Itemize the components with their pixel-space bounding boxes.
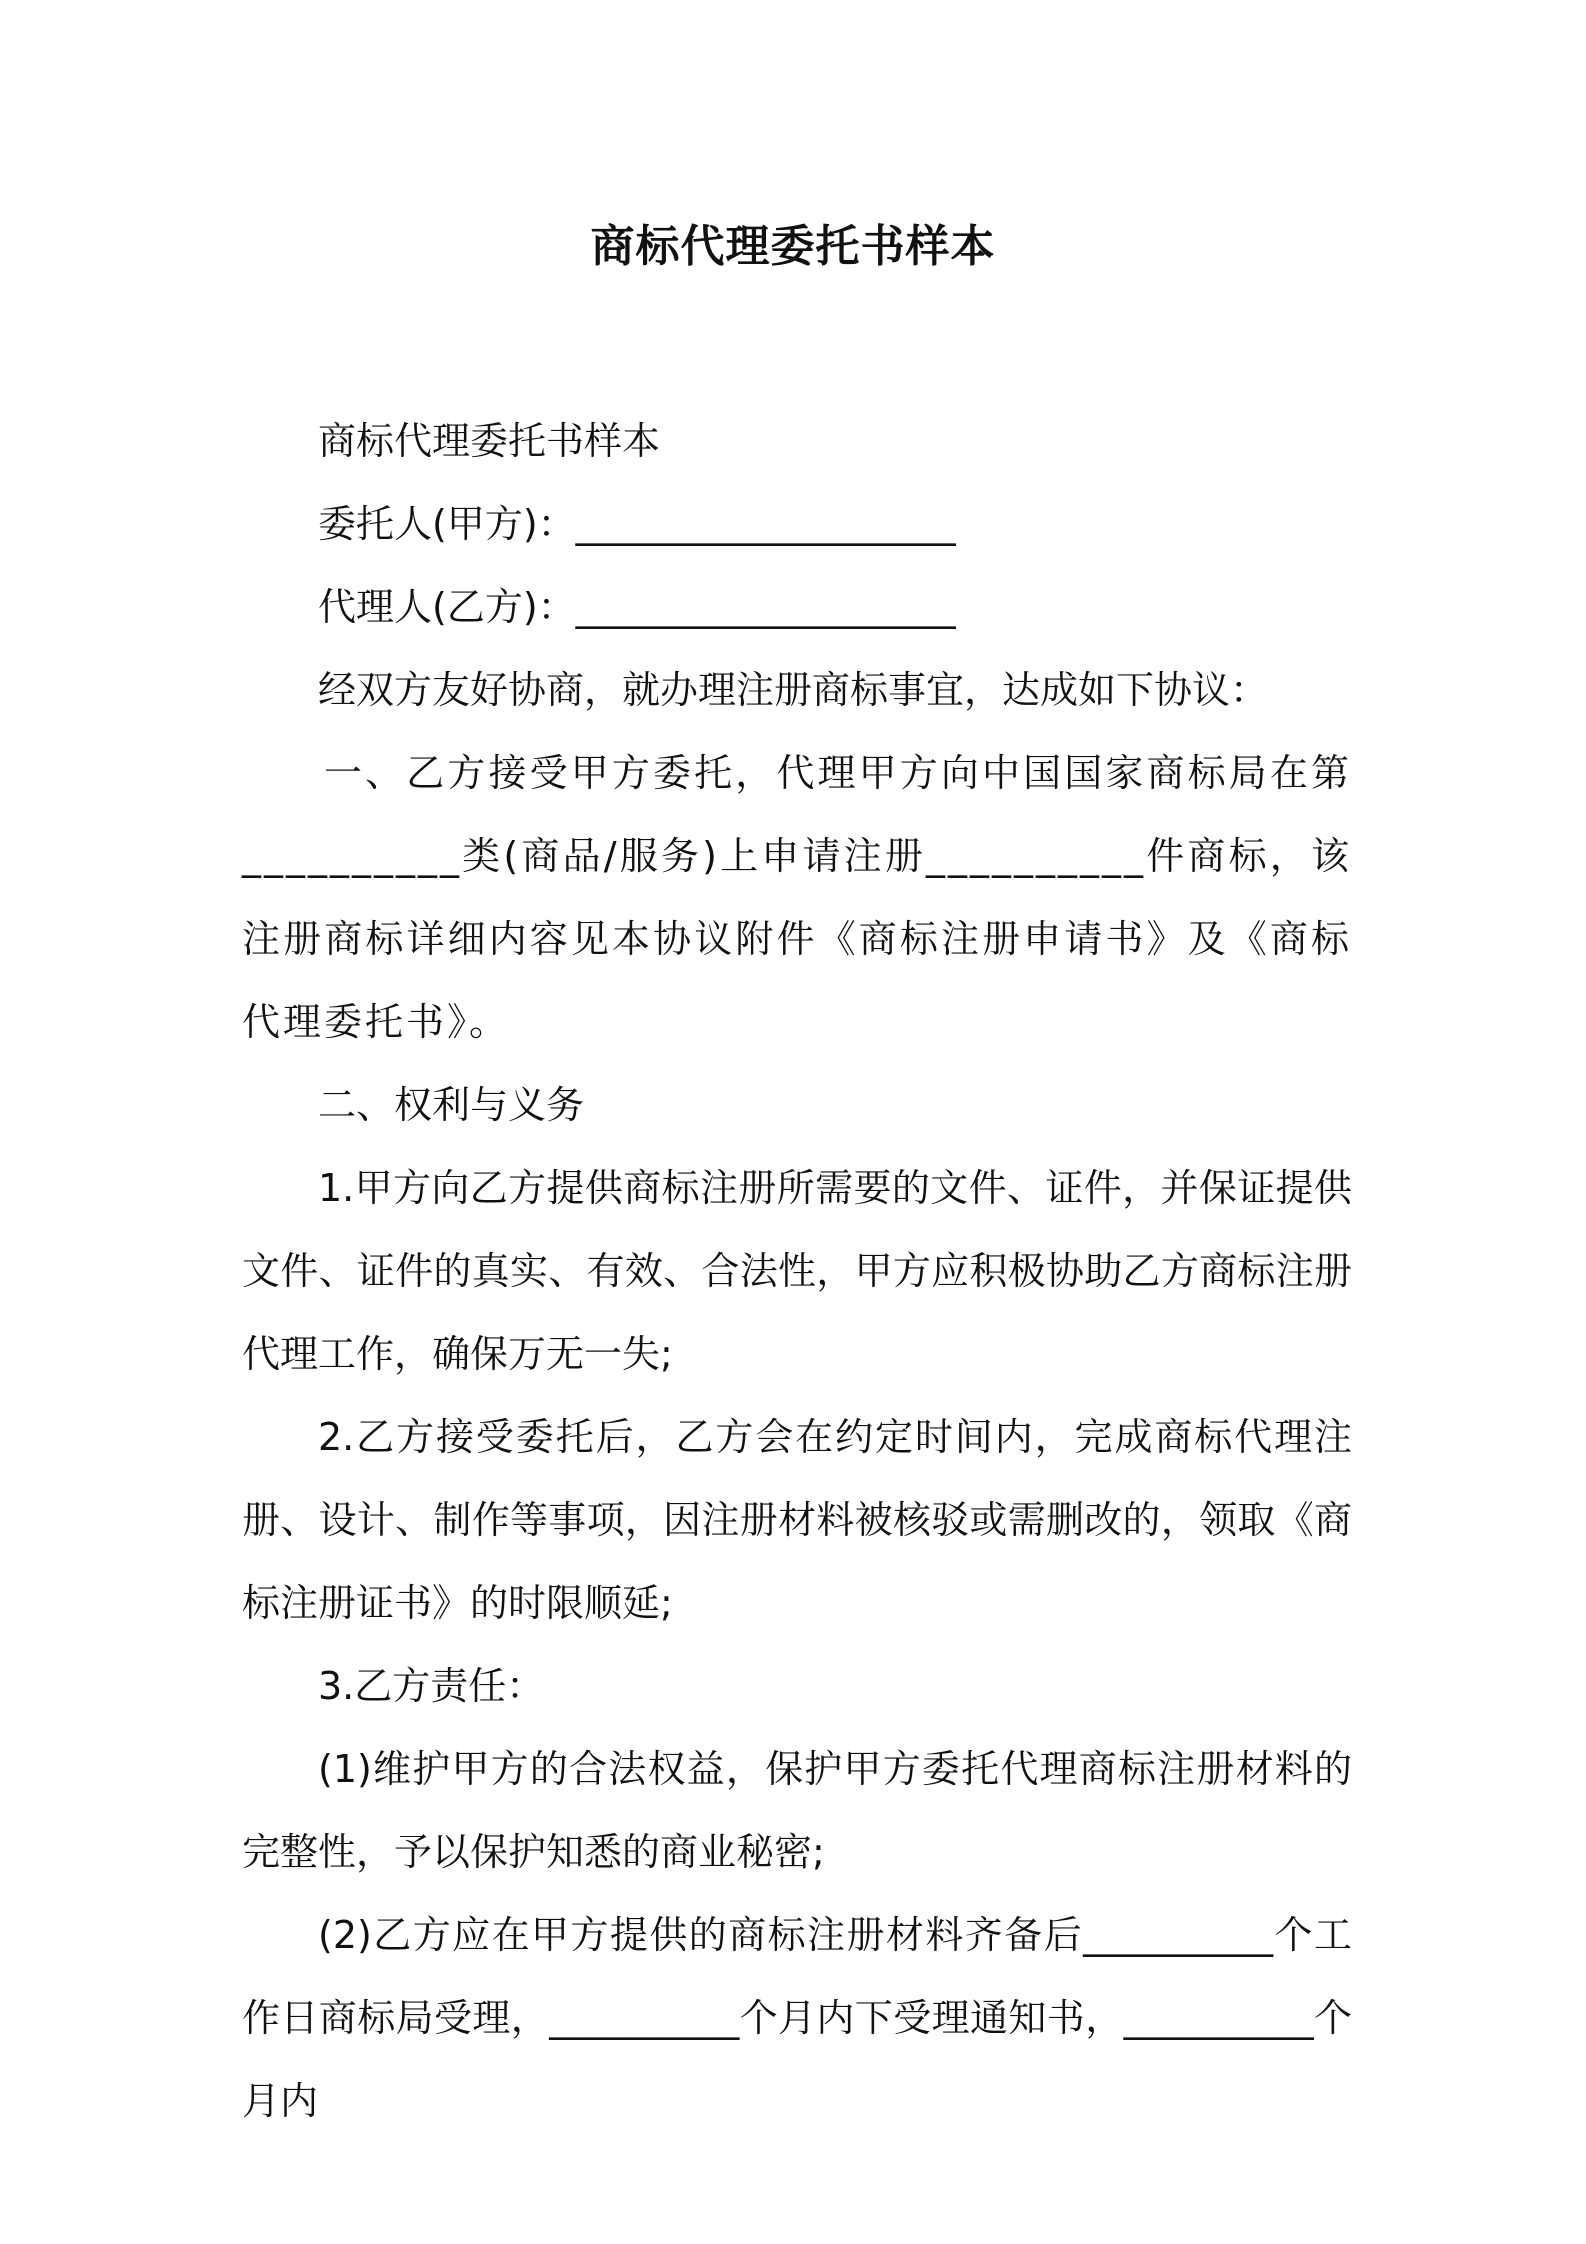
clause-3-1-paragraph: (1)维护甲方的合法权益，保护甲方委托代理商标注册材料的完整性，予以保护知悉的商业秘密; (242, 1747, 1352, 1874)
clause-1-paragraph: 1.甲方向乙方提供商标注册所需要的文件、证件，并保证提供文件、证件的真实、有效、合法性，甲方应积极协助乙方商标注册代理工作，确保万无一失; (242, 1166, 1352, 1376)
intro-paragraph: 经双方友好协商，就办理注册商标事宜，达成如下协议： (318, 668, 1269, 712)
subtitle-paragraph: 商标代理委托书样本 (318, 419, 661, 463)
principal-field: 委托人(甲方)：____________________ (318, 502, 956, 546)
clause-3-2-paragraph: (2)乙方应在甲方提供的商标注册材料齐备后__________个工作日商标局受理，__________个月内下受理通知书，__________个月内 (242, 1913, 1352, 2123)
clause-2-paragraph: 2.乙方接受委托后，乙方会在约定时间内，完成商标代理注册、设计、制作等事项，因注册材料被核驳或需删改的，领取《商标注册证书》的时限顺延; (242, 1415, 1352, 1625)
section-heading-rights: 二、权利与义务 (318, 1083, 585, 1127)
document-title: 商标代理委托书样本 (590, 221, 996, 272)
clause-3-heading: 3.乙方责任： (318, 1664, 545, 1708)
agent-field: 代理人(乙方)：____________________ (318, 585, 956, 629)
article-one-paragraph: 一、乙方接受甲方委托，代理甲方向中国国家商标局在第__________类(商品/服务)上申请注册__________件商标，该注册商标详细内容见本协议附件《商标注册申请书》及《商标代理委托书》。 (242, 751, 1352, 1044)
document-body (242, 400, 1352, 2143)
